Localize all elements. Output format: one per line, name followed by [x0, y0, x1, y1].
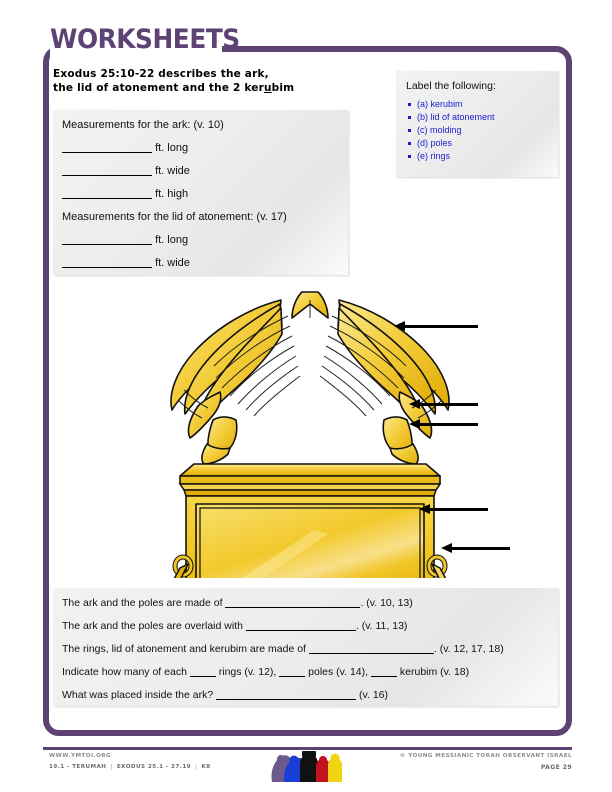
footer-code: K8 — [201, 764, 211, 770]
question-row-4 — [62, 661, 558, 684]
question-row-3 — [62, 638, 558, 661]
answer-blank[interactable] — [371, 676, 397, 677]
answer-blank[interactable] — [225, 607, 360, 608]
question-1-ref: . (v. 10, 13) — [360, 597, 413, 609]
heading-line-2-pre: the lid of atonement and the 2 ker — [53, 82, 264, 94]
measurements-ark-row-wide — [62, 160, 348, 183]
question-row-1 — [62, 588, 558, 615]
molding — [180, 484, 440, 496]
heading-line-1: Exodus 25:10-22 describes the ark, — [53, 68, 269, 80]
measurements-panel — [53, 110, 348, 275]
question-row-2 — [62, 615, 558, 638]
unit-label: ft. long — [155, 142, 189, 154]
logo-svg — [266, 748, 344, 784]
measurements-lid-title: Measurements for the lid of atonement: (v. 17) — [62, 211, 287, 223]
arrow-shaft — [404, 325, 478, 328]
label-items-list — [396, 99, 558, 162]
question-2-ref: . (v. 11, 13) — [355, 620, 408, 632]
arrow-shaft — [419, 403, 478, 406]
answer-blank[interactable] — [309, 653, 434, 654]
footer-parashah: 19.1 - TERUMAH — [49, 764, 107, 770]
lid-of-atonement — [180, 464, 440, 484]
footer-separator: | — [110, 764, 113, 770]
measurements-ark-row-high — [62, 183, 348, 206]
footer-right-block — [400, 753, 572, 771]
label-item-lid-of-atonement: (b) lid of atonement — [408, 112, 558, 123]
question-4-text: Indicate how many of each — [62, 666, 190, 678]
question-4-ref: kerubim (v. 18) — [396, 666, 470, 678]
measurements-lid-row-wide — [62, 252, 348, 275]
footer-reading: EXODUS 25.1 - 27.19 — [116, 764, 192, 770]
question-4-mid-2: poles (v. 14), — [305, 666, 371, 678]
ark-of-the-covenant-illustration — [150, 278, 470, 578]
answer-blank[interactable] — [62, 267, 152, 268]
question-4-mid-1: rings (v. 12), — [215, 666, 280, 678]
logo-figure-black — [300, 754, 318, 782]
question-5-text: What was placed inside the ark? — [62, 689, 217, 701]
answer-blank[interactable] — [279, 676, 305, 677]
heading-line-2-underlined: u — [263, 82, 272, 94]
measurements-lid-row-long — [62, 229, 348, 252]
footer-copyright: © YOUNG MESSIANIC TORAH OBSERVANT ISRAEL — [399, 753, 572, 759]
footer-separator: | — [195, 764, 198, 770]
arrow-shaft — [419, 423, 478, 426]
footer-left-block — [49, 753, 211, 770]
page-title: WORKSHEETS — [50, 24, 240, 55]
label-panel-title: Label the following: — [406, 80, 496, 92]
answer-blank[interactable] — [62, 152, 152, 153]
label-item-rings: (e) rings — [408, 151, 558, 162]
footer-reference — [49, 764, 211, 770]
answer-blank[interactable] — [190, 676, 216, 677]
unit-label: ft. wide — [155, 257, 190, 269]
label-item-molding: (c) molding — [408, 125, 558, 136]
arrow-shaft — [451, 547, 510, 550]
unit-label: ft. high — [155, 188, 189, 200]
arrow-shaft — [429, 508, 488, 511]
footer-page-number: PAGE 29 — [540, 764, 572, 771]
measurements-ark-row-long — [62, 137, 348, 160]
label-the-following-panel — [396, 71, 558, 177]
answer-blank[interactable] — [62, 244, 152, 245]
unit-label: ft. wide — [155, 165, 190, 177]
question-5-ref: (v. 16) — [356, 689, 388, 701]
heading-line-2-post: bim — [271, 82, 295, 94]
answer-blank[interactable] — [62, 198, 152, 199]
questions-panel — [53, 588, 558, 706]
ymtoi-logo — [266, 748, 344, 784]
question-row-5 — [62, 684, 558, 707]
question-3-text: The rings, lid of atonement and kerubim are made of — [62, 643, 309, 655]
scripture-heading — [53, 67, 383, 95]
question-2-text: The ark and the poles are overlaid with — [62, 620, 246, 632]
question-1-text: The ark and the poles are made of — [62, 597, 226, 609]
answer-blank[interactable] — [216, 699, 356, 700]
measurements-ark-title: Measurements for the ark: (v. 10) — [62, 119, 224, 131]
answer-blank[interactable] — [62, 175, 152, 176]
question-3-ref: . (v. 12, 17, 18) — [433, 643, 504, 655]
answer-blank[interactable] — [246, 630, 356, 631]
label-item-poles: (d) poles — [408, 138, 558, 149]
footer-website-url[interactable]: WWW.YMTOI.ORG — [49, 753, 112, 759]
label-item-kerubim: (a) kerubim — [408, 99, 558, 110]
ark-svg — [150, 278, 470, 578]
logo-figures — [271, 751, 342, 782]
unit-label: ft. long — [155, 234, 189, 246]
